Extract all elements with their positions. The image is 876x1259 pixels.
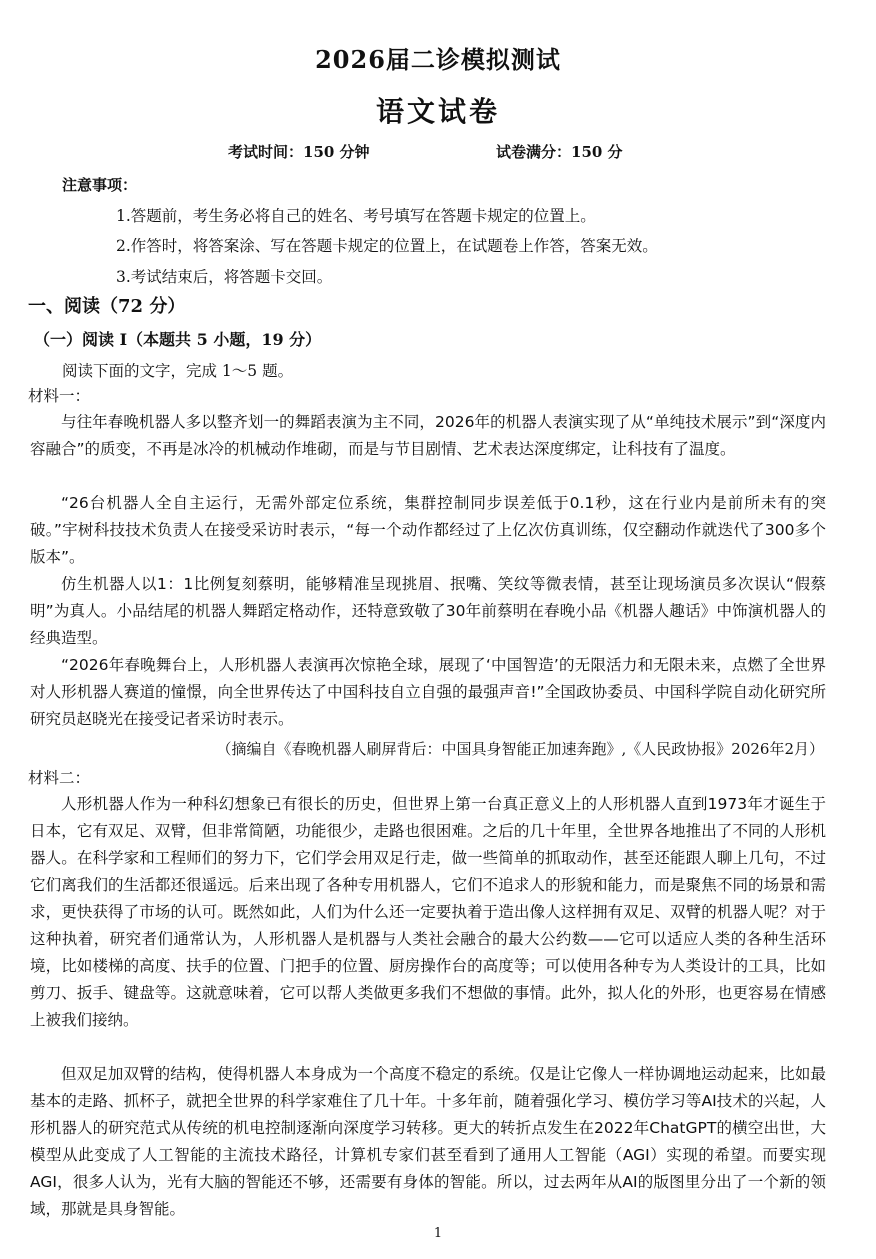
material-1-paragraph: “26台机器人全自主运行，无需外部定位系统，集群控制同步误差低于0.1秒，这在行业内是前所未有的突破。”宇树科技技术负责人在接受采访时表示，“每一个动作都经过了上亿次仿真训练，仅空翻动作就迭代了300多个版本”。 <box>30 494 826 566</box>
subsection-heading: （一）阅读 I（本题共 5 小题，19 分） <box>34 330 322 349</box>
material-1-source: （摘编自《春晚机器人刷屏背后：中国具身智能正加速奔跑》,《人民政协报》2026年2月） <box>216 740 824 758</box>
material-1-label: 材料一： <box>28 387 91 405</box>
material-1-paragraph: “2026年春晚舞台上，人形机器人表演再次惊艳全球，展现了‘中国智造’的无限活力和无限未来，点燃了全世界对人形机器人赛道的憧憬，向全世界传达了中国科技自立自强的最强声音!”全国政协委员、中国科学院自动化研究所研究员赵晓光在接受记者采访时表示。 <box>30 656 826 728</box>
exam-time: 考试时间：150 分钟 <box>228 143 370 161</box>
page-number: 1 <box>433 1226 443 1241</box>
subject-title: 语文试卷 <box>375 95 500 128</box>
material-2-label: 材料二： <box>28 769 91 787</box>
material-1-paragraph: 与往年春晚机器人多以整齐划一的舞蹈表演为主不同，2026年的机器人表演实现了从“单纯技术展示”到“深度内容融合”的质变，不再是冰冷的机械动作堆砌，而是与节目剧情、艺术表达深度绑定，让科技有了温度。 <box>30 413 826 458</box>
reading-instruction: 阅读下面的文字，完成 1～5 题。 <box>62 362 294 380</box>
exam-title: 2026届二诊模拟测试 <box>315 45 561 74</box>
watermark-fade <box>616 1199 876 1259</box>
notice-item: 2.作答时，将答案涂、写在答题卡规定的位置上，在试题卷上作答，答案无效。 <box>116 237 658 255</box>
material-2-paragraph: 人形机器人作为一种科幻想象已有很长的历史，但世界上第一台真正意义上的人形机器人直到1973年才诞生于日本，它有双足、双臂，但非常简陋，功能很少，走路也很困难。之后的几十年里，全世界各地推出了不同的人形机器人。在科学家和工程师们的努力下，它们学会用双足行走，做一些简单的抓取动作，甚至还能跟人聊上几句，不过它们离我们的生活都还很遥远。后来出现了各种专用机器人，它们不追求人的形貌和能力，而是聚焦不同的场景和需求，更快获得了市场的认可。既然如此，人们为什么还一定要执着于造出像人这样拥有双足、双臂的机器人呢？对于这种执着，研究者们通常认为，人形机器人是机器与人类社会融合的最大公约数——它可以适应人类的各种生活环境，比如楼梯的高度、扶手的位置、门把手的位置、厨房操作台的高度等；可以使用各种专为人类设计的工具，比如剪刀、扳手、键盘等。这就意味着，它可以帮人类做更多我们不想做的事情。此外，拟人化的外形，也更容易在情感上被我们接纳。 <box>30 795 826 1029</box>
notice-item: 1.答题前，考生务必将自己的姓名、考号填写在答题卡规定的位置上。 <box>116 207 596 225</box>
material-1-paragraph: 仿生机器人以1：1比例复刻蔡明，能够精准呈现挑眉、抿嘴、笑纹等微表情，甚至让现场演员多次误认“假蔡明”为真人。小品结尾的机器人舞蹈定格动作，还特意致敬了30年前蔡明在春晚小品《机器人趣话》中饰演机器人的经典造型。 <box>30 575 826 647</box>
notice-heading: 注意事项： <box>62 176 138 194</box>
section-heading: 一、阅读（72 分） <box>28 296 186 317</box>
material-2-paragraph: 但双足加双臂的结构，使得机器人本身成为一个高度不稳定的系统。仅是让它像人一样协调地运动起来，比如最基本的走路、抓杯子，就把全世界的科学家难住了几十年。十多年前，随着强化学习、模仿学习等AI技术的兴起，人形机器人的研究范式从传统的机电控制逐渐向深度学习转移。更大的转折点发生在2022年ChatGPT的横空出世，大模型从此变成了人工智能的主流技术路径，计算机专家们甚至看到了通用人工智能（AGI）实现的希望。而要实现AGI，很多人认为，光有大脑的智能还不够，还需要有身体的智能。所以，过去两年从AI的版图里分出了一个新的领域，那就是具身智能。 <box>30 1065 826 1218</box>
full-score: 试卷满分：150 分 <box>496 143 623 161</box>
notice-item: 3.考试结束后，将答题卡交回。 <box>116 268 333 286</box>
